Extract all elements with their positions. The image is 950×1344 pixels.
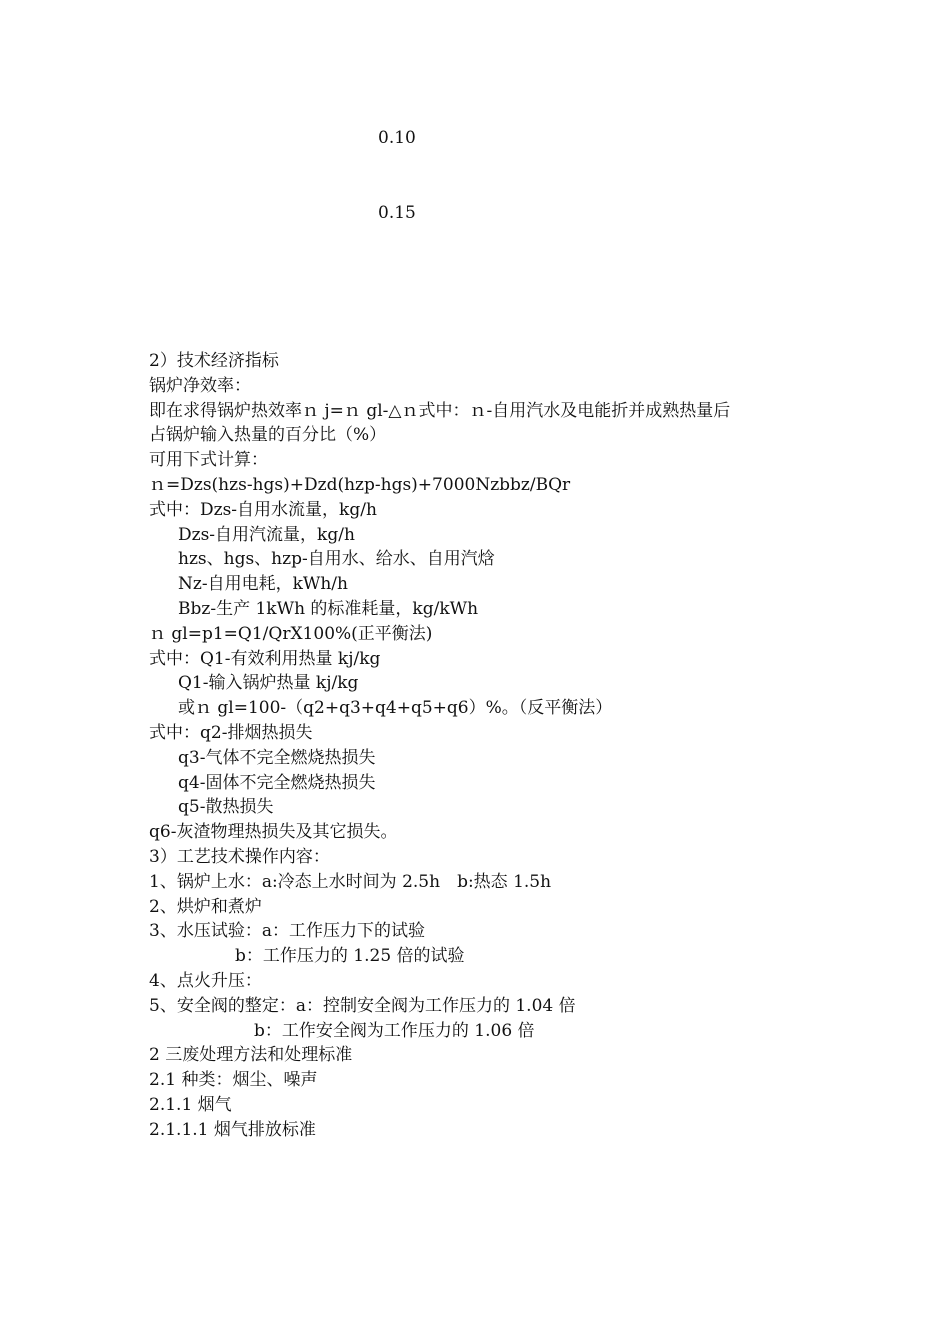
list-item: 2、烘炉和煮炉 (149, 896, 262, 917)
text-line: Nz-自用电耗，kWh/h (178, 574, 348, 595)
text-line: Q1-输入锅炉热量 kj/kg (178, 673, 359, 694)
list-item: 5、安全阀的整定：a：控制安全阀为工作压力的 1.04 倍 (149, 995, 576, 1016)
text-line: 式中：Q1-有效利用热量 kj/kg (149, 648, 381, 669)
list-item: 3、水压试验：a：工作压力下的试验 (149, 921, 425, 942)
section-heading: 2）技术经济指标 (149, 351, 279, 371)
section-heading: 3）工艺技术操作内容： (149, 846, 330, 867)
text-line: hzs、hgs、hzp-自用水、给水、自用汽焓 (178, 549, 495, 570)
section-heading: 2 三废处理方法和处理标准 (149, 1045, 353, 1066)
text-line: 可用下式计算： (149, 450, 268, 471)
table-value-1: 0.10 (378, 128, 416, 148)
text-line: q3-气体不完全燃烧热损失 (178, 747, 376, 768)
formula-line: ｎ=Dzs(hzs-hgs)+Dzd(hzp-hgs)+7000Nzbbz/BQr (149, 474, 571, 495)
text-line: Bbz-生产 1kWh 的标准耗量，kg/kWh (178, 598, 479, 619)
table-value-2: 0.15 (378, 203, 416, 223)
formula-line: 或ｎ gl=100-（q2+q3+q4+q5+q6）%。（反平衡法） (178, 698, 613, 719)
list-item: 1、锅炉上水：a:冷态上水时间为 2.5h b:热态 1.5h (149, 871, 552, 892)
text-line: 即在求得锅炉热效率ｎ j=ｎ gl-△ｎ式中：ｎ-自用汽水及电能折并成熟热量后 (149, 400, 731, 421)
formula-line: ｎ gl=p1=Q1/QrX100%(正平衡法) (149, 623, 433, 644)
document-body (149, 349, 829, 1143)
text-line: q4-固体不完全燃烧热损失 (178, 772, 376, 793)
list-item-sub: b：工作安全阀为工作压力的 1.06 倍 (254, 1020, 535, 1041)
text-line: 锅炉净效率： (149, 375, 251, 396)
section-heading: 2.1.1 烟气 (149, 1094, 232, 1115)
list-item: 4、点火升压： (149, 970, 262, 991)
section-heading: 2.1 种类：烟尘、噪声 (149, 1070, 318, 1091)
text-line: 式中：Dzs-自用水流量，kg/h (149, 499, 377, 520)
section-heading: 2.1.1.1 烟气排放标准 (149, 1119, 316, 1140)
text-line: Dzs-自用汽流量，kg/h (178, 524, 355, 545)
text-line: 占锅炉输入热量的百分比（%） (149, 425, 387, 446)
list-item-sub: b：工作压力的 1.25 倍的试验 (235, 946, 465, 967)
text-line: q6-灰渣物理热损失及其它损失。 (149, 822, 398, 843)
text-line: 式中：q2-排烟热损失 (149, 722, 313, 743)
text-line: q5-散热损失 (178, 797, 274, 818)
